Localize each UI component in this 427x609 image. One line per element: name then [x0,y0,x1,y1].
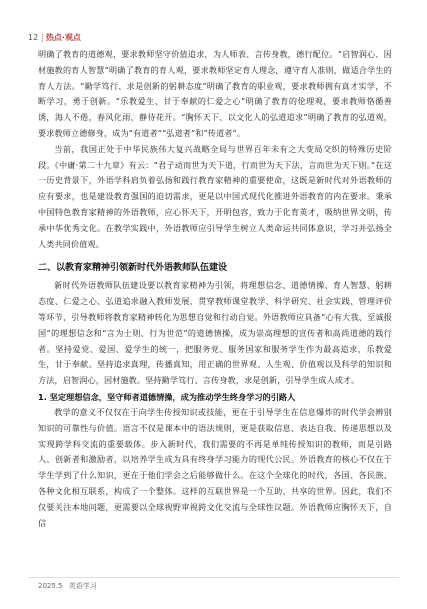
body-paragraph: 明确了教育的道德观，要求教师坚守价值追求，为人师表、言传身教，德行配位。“启智润心、因材施教的育人智慧”明确了教育的育人观，要求教师坚定育人理念，遵守育人准则，做适合学生的育人方法。“勤学笃行、求是创新的躬耕态度”明确了教育的职业观，要求教师拥有真才实学，不断学习，勇于创新。“乐教爱生、甘于奉献的仁爱之心”明确了教育的伦理观，要求教师恪循善诱，海人不倦，春风化雨，静待花开。“胸怀天下、以文化人的弘道追求”明确了教育的弘道观，要求教师立德修身，成为“有道者”“弘道者”和“传道者”。 [38,49,392,138]
footer-divider [28,577,399,578]
section-heading: 二、以教育家精神引领新时代外语教师队伍建设 [38,263,228,274]
header-divider: | [41,32,44,42]
footer-journal: 英语学习 [68,582,97,590]
body-paragraph: 新时代外语教师队伍建设要以教育家精神为引领，将理想信念、道德情操、育人智慧、躬耕态度、仁爱之心、弘道追求融入教师发展，贯穿教师课堂教学、科学研究、社会实践、管理评价等环节，引导教师将教育家精神转化为思想自觉和行动自觉。外语教师应具备“心有大我、至诚报国”的理想信念和“言为士则、行为世范”的道德情操，成为崇高理想的宣传者和高尚道德的践行者。坚持爱党、爱国、爱学生的统一，把服务党、服务国家和服务学生作为最高追求，乐教爱生，甘于奉献。坚持追求真理，传播真知，用正确的世界观、人生观、价值观以及科学的知识和方法，启智润心，因材施教。坚持勤学笃行、言传身教，求是创新，引导学生成人成才。 [38,280,392,386]
article-body [38,47,392,531]
subsection-heading: 1. 坚定理想信念，坚守师者道德情操，成为推动学生终身学习的引路人 [38,391,296,402]
header-section: 热点 [45,32,62,42]
body-paragraph: 当前，我国正处于中华民族伟大复兴战略全局与世界百年未有之大变局交织的特殊历史阶段。《中庸·第二十九章》有云：“君子动而世为天下道，行而世为天下法，言而世为天下则。”在这一历史背景下，外语学科肩负着弘扬和践行教育家精神的重要使命，这既是新时代对外语教师的应有要求，也是建设教育强国的迫切需求，更是以中国式现代化推进外语教育的内在要求。秉承中国特色教育家精神的外语教师，应心怀天下，开明包容，致力于化育英才，吸纳世界文明，传承中华优秀文化。在教学实践中，外语教师应引导学生树立人类命运共同体意识，学习并弘扬全人类共同价值观。 [38,143,392,249]
header-subsection: 观点 [64,32,81,42]
page-header [28,30,81,44]
page-number: 12 [28,32,39,42]
page-footer [38,581,97,591]
body-paragraph: 教学的意义不仅仅在于向学生传授知识或技能，更在于引导学生在信息爆炸的时代学会辨别知识的可靠性与价值。语言不仅是课本中的语法规则，更是获取信息、表达自我、传递思想以及实现跨学科交流的重要载体。步入新时代，我们需要的不再是单纯传授知识的教师，而是引路人、创新者和激励者，以培养学生成为具有终身学习能力的现代公民。外语教育的核心不仅在于学生学到了什么知识，更在于他们学会之后能够做什么。在这个全球化的时代，各国、各民族、各种文化相互联系，构成了一个整体。这样的互联世界是一个互助、共享的世界。因此，我们不仅要关注本地问题，更需要以全球视野审视跨文化交流与全球性议题。外语教师应胸怀天下，自信 [38,406,392,528]
footer-issue: 2025.5 [38,582,63,590]
header-separator: · [61,32,65,42]
